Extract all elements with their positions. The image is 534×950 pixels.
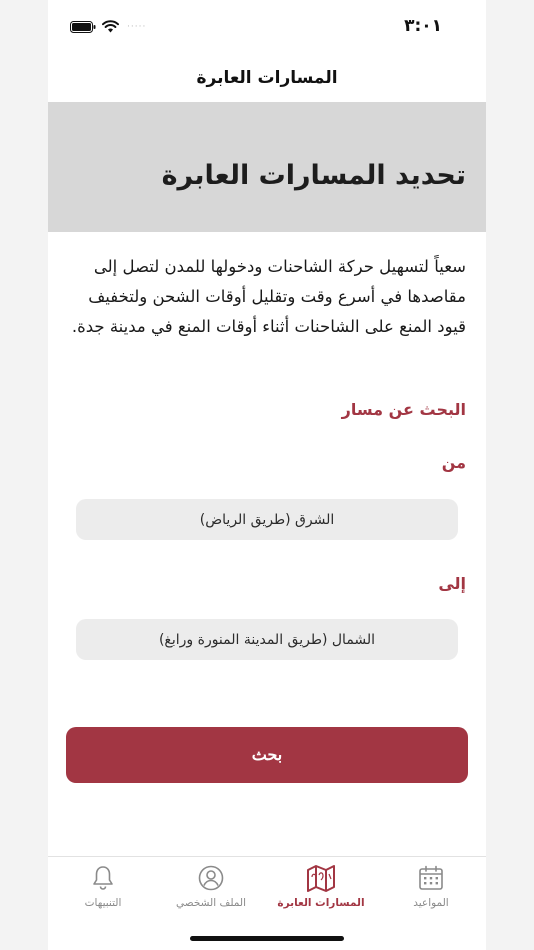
tab-label: الملف الشخصي	[176, 897, 246, 909]
carrier-signal: ·····	[127, 21, 147, 32]
tab-appointments[interactable]	[376, 863, 486, 909]
nav-title: المسارات العابرة	[196, 68, 338, 88]
tab-notifications[interactable]	[48, 863, 158, 909]
search-button[interactable]: بحث	[66, 727, 468, 783]
profile-icon	[196, 863, 226, 893]
description-text: سعياً لتسهيل حركة الشاحنات ودخولها للمدن لتصل إلى مقاصدها في أسرع وقت وتقليل أوقات الشحن ولتخفيف قيود المنع على الشاحنات أثناء أوقات المنع في مدينة جدة.	[71, 257, 466, 336]
map-icon	[304, 863, 338, 893]
search-heading: البحث عن مسار	[341, 400, 466, 419]
from-select-value: الشرق (طريق الرياض)	[199, 511, 335, 528]
page-title: تحديد المسارات العابرة	[161, 160, 466, 191]
home-indicator	[190, 936, 344, 941]
from-select[interactable]	[76, 499, 458, 540]
tab-profile[interactable]	[156, 863, 266, 909]
wifi-icon	[102, 20, 119, 33]
status-time: ٣:٠١	[404, 16, 442, 36]
hero-banner	[48, 102, 486, 232]
tab-transit-routes[interactable]	[266, 863, 376, 909]
tab-label: المسارات العابرة	[277, 897, 365, 909]
tab-label: التنبيهات	[84, 897, 122, 909]
to-label: إلى	[438, 574, 466, 593]
from-label: من	[441, 453, 466, 472]
status-bar	[48, 0, 486, 54]
tab-label: المواعيد	[413, 897, 449, 909]
to-select[interactable]	[76, 619, 458, 660]
to-select-value: الشمال (طريق المدينة المنورة ورابغ)	[158, 631, 376, 648]
bell-icon	[88, 863, 118, 893]
nav-bar	[48, 54, 486, 102]
status-icons	[70, 20, 146, 33]
battery-icon	[70, 21, 96, 33]
calendar-icon	[416, 863, 446, 893]
app-screen	[48, 0, 486, 950]
